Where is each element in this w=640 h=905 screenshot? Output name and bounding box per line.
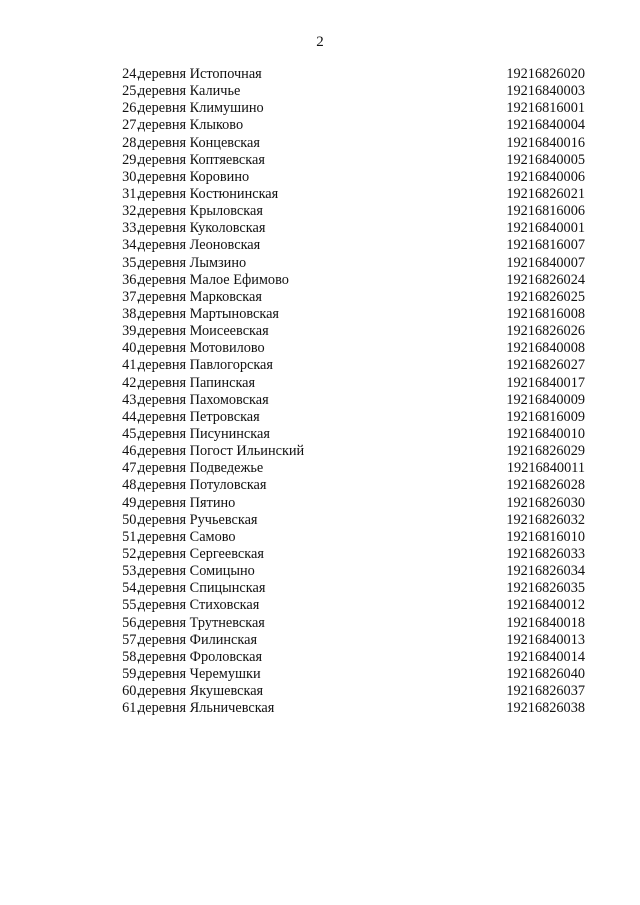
list-item bbox=[0, 83, 640, 100]
list-item bbox=[0, 375, 640, 392]
item-number: 38. bbox=[122, 305, 140, 322]
list-item bbox=[0, 186, 640, 203]
item-code: 19216840018 bbox=[506, 614, 585, 631]
item-name: деревня Погост Ильинский bbox=[138, 443, 305, 460]
item-name: деревня Малое Ефимово bbox=[138, 271, 289, 288]
item-code: 19216840009 bbox=[506, 391, 585, 408]
list-item bbox=[0, 666, 640, 683]
item-code: 19216840010 bbox=[506, 425, 585, 442]
item-code: 19216826040 bbox=[506, 665, 585, 682]
item-name: деревня Подведежье bbox=[138, 460, 264, 477]
item-name: деревня Крыловская bbox=[138, 203, 263, 220]
item-code: 19216840001 bbox=[506, 220, 585, 237]
item-name: деревня Каличье bbox=[138, 83, 241, 100]
item-code: 19216826026 bbox=[506, 323, 585, 340]
item-code: 19216826027 bbox=[506, 357, 585, 374]
list-item bbox=[0, 597, 640, 614]
item-code: 19216840011 bbox=[506, 460, 585, 477]
item-number: 46. bbox=[122, 443, 140, 460]
list-item bbox=[0, 340, 640, 357]
item-number: 43. bbox=[122, 391, 140, 408]
item-name: деревня Яльничевская bbox=[138, 700, 275, 717]
list-item bbox=[0, 700, 640, 717]
item-code: 19216840012 bbox=[506, 597, 585, 614]
item-number: 33. bbox=[122, 220, 140, 237]
item-number: 41. bbox=[122, 357, 140, 374]
item-number: 26. bbox=[122, 100, 140, 117]
item-number: 44. bbox=[122, 408, 140, 425]
item-number: 55. bbox=[122, 597, 140, 614]
list-item bbox=[0, 237, 640, 254]
item-code: 19216826034 bbox=[506, 563, 585, 580]
item-number: 54. bbox=[122, 580, 140, 597]
item-name: деревня Мартыновская bbox=[138, 305, 280, 322]
item-code: 19216826024 bbox=[506, 271, 585, 288]
list-item bbox=[0, 683, 640, 700]
item-code: 19216840007 bbox=[506, 254, 585, 271]
item-number: 36. bbox=[122, 271, 140, 288]
item-name: деревня Филинская bbox=[138, 631, 258, 648]
item-code: 19216826030 bbox=[506, 494, 585, 511]
list-item bbox=[0, 426, 640, 443]
item-number: 48. bbox=[122, 477, 140, 494]
list-item bbox=[0, 495, 640, 512]
item-number: 53. bbox=[122, 563, 140, 580]
list-item bbox=[0, 477, 640, 494]
item-number: 35. bbox=[122, 254, 140, 271]
item-name: деревня Сомицыно bbox=[138, 563, 255, 580]
item-number: 32. bbox=[122, 203, 140, 220]
item-code: 19216826028 bbox=[506, 477, 585, 494]
list-item bbox=[0, 203, 640, 220]
list-item bbox=[0, 460, 640, 477]
item-number: 40. bbox=[122, 340, 140, 357]
item-name: деревня Коптяевская bbox=[138, 151, 265, 168]
item-name: деревня Стиховская bbox=[138, 597, 260, 614]
item-name: деревня Клыково bbox=[138, 117, 244, 134]
item-code: 19216840006 bbox=[506, 168, 585, 185]
list-item bbox=[0, 323, 640, 340]
item-number: 29. bbox=[122, 151, 140, 168]
item-number: 34. bbox=[122, 237, 140, 254]
item-code: 19216840003 bbox=[506, 83, 585, 100]
list-item bbox=[0, 135, 640, 152]
item-number: 24. bbox=[122, 66, 140, 82]
item-code: 19216826038 bbox=[506, 700, 585, 717]
list-item bbox=[0, 632, 640, 649]
item-number: 28. bbox=[122, 134, 140, 151]
item-code: 19216816006 bbox=[506, 203, 585, 220]
item-number: 50. bbox=[122, 511, 140, 528]
item-number: 51. bbox=[122, 528, 140, 545]
list-item bbox=[0, 409, 640, 426]
item-number: 25. bbox=[122, 83, 140, 100]
item-name: деревня Ручьевская bbox=[138, 511, 258, 528]
item-number: 52. bbox=[122, 545, 140, 562]
item-code: 19216840016 bbox=[506, 134, 585, 151]
item-code: 19216816007 bbox=[506, 237, 585, 254]
item-code: 19216840014 bbox=[506, 648, 585, 665]
item-number: 59. bbox=[122, 665, 140, 682]
list-item bbox=[0, 443, 640, 460]
item-name: деревня Куколовская bbox=[138, 220, 266, 237]
item-name: деревня Мотовилово bbox=[138, 340, 265, 357]
list-item bbox=[0, 117, 640, 134]
item-code: 19216840013 bbox=[506, 631, 585, 648]
item-name: деревня Якушевская bbox=[138, 683, 264, 700]
item-name: деревня Коровино bbox=[138, 168, 250, 185]
list-item bbox=[0, 100, 640, 117]
item-number: 30. bbox=[122, 168, 140, 185]
list-item bbox=[0, 255, 640, 272]
item-number: 31. bbox=[122, 185, 140, 202]
item-name: деревня Пятино bbox=[138, 494, 236, 511]
item-code: 19216826029 bbox=[506, 443, 585, 460]
item-number: 60. bbox=[122, 683, 140, 700]
list-item bbox=[0, 563, 640, 580]
item-name: деревня Черемушки bbox=[138, 665, 261, 682]
item-name: деревня Самово bbox=[138, 528, 236, 545]
item-number: 39. bbox=[122, 323, 140, 340]
list-item bbox=[0, 357, 640, 374]
item-code: 19216816001 bbox=[506, 100, 585, 117]
item-code: 19216840008 bbox=[506, 340, 585, 357]
item-number: 45. bbox=[122, 425, 140, 442]
item-name: деревня Леоновская bbox=[138, 237, 261, 254]
list-item bbox=[0, 649, 640, 666]
item-code: 19216826037 bbox=[506, 683, 585, 700]
item-code: 19216840005 bbox=[506, 151, 585, 168]
item-name: деревня Павлогорская bbox=[138, 357, 273, 374]
item-code: 19216826033 bbox=[506, 545, 585, 562]
item-number: 61. bbox=[122, 700, 140, 717]
item-name: деревня Пахомовская bbox=[138, 391, 269, 408]
item-name: деревня Климушино bbox=[138, 100, 264, 117]
item-name: деревня Потуловская bbox=[138, 477, 267, 494]
list-item bbox=[0, 220, 640, 237]
list-item bbox=[0, 512, 640, 529]
item-name: деревня Сергеевская bbox=[138, 545, 264, 562]
list-item bbox=[0, 289, 640, 306]
item-name: деревня Моисеевская bbox=[138, 323, 269, 340]
list-item bbox=[0, 529, 640, 546]
item-name: деревня Трутневская bbox=[138, 614, 265, 631]
list-item bbox=[0, 272, 640, 289]
item-code: 19216816009 bbox=[506, 408, 585, 425]
item-code: 19216816010 bbox=[506, 528, 585, 545]
item-number: 56. bbox=[122, 614, 140, 631]
item-code: 19216826025 bbox=[506, 288, 585, 305]
item-name: деревня Костюнинская bbox=[138, 185, 279, 202]
settlement-list bbox=[0, 66, 640, 717]
item-number: 42. bbox=[122, 374, 140, 391]
item-code: 19216826020 bbox=[506, 66, 585, 82]
item-name: деревня Спицынская bbox=[138, 580, 266, 597]
item-number: 57. bbox=[122, 631, 140, 648]
item-code: 19216816008 bbox=[506, 305, 585, 322]
list-item bbox=[0, 66, 640, 83]
list-item bbox=[0, 152, 640, 169]
item-code: 19216840004 bbox=[506, 117, 585, 134]
item-code: 19216840017 bbox=[506, 374, 585, 391]
item-number: 58. bbox=[122, 648, 140, 665]
item-name: деревня Истопочная bbox=[138, 66, 262, 82]
item-name: деревня Марковская bbox=[138, 288, 262, 305]
item-name: деревня Концевская bbox=[138, 134, 260, 151]
item-number: 47. bbox=[122, 460, 140, 477]
list-item bbox=[0, 580, 640, 597]
item-code: 19216826035 bbox=[506, 580, 585, 597]
list-item bbox=[0, 306, 640, 323]
item-name: деревня Лымзино bbox=[138, 254, 247, 271]
item-code: 19216826032 bbox=[506, 511, 585, 528]
item-number: 27. bbox=[122, 117, 140, 134]
list-item bbox=[0, 615, 640, 632]
item-name: деревня Фроловская bbox=[138, 648, 263, 665]
item-number: 49. bbox=[122, 494, 140, 511]
item-number: 37. bbox=[122, 288, 140, 305]
item-name: деревня Писунинская bbox=[138, 425, 270, 442]
page-number: 2 bbox=[316, 34, 324, 50]
item-name: деревня Папинская bbox=[138, 374, 256, 391]
list-item bbox=[0, 546, 640, 563]
list-item bbox=[0, 169, 640, 186]
item-code: 19216826021 bbox=[506, 185, 585, 202]
item-name: деревня Петровская bbox=[138, 408, 260, 425]
list-item bbox=[0, 392, 640, 409]
